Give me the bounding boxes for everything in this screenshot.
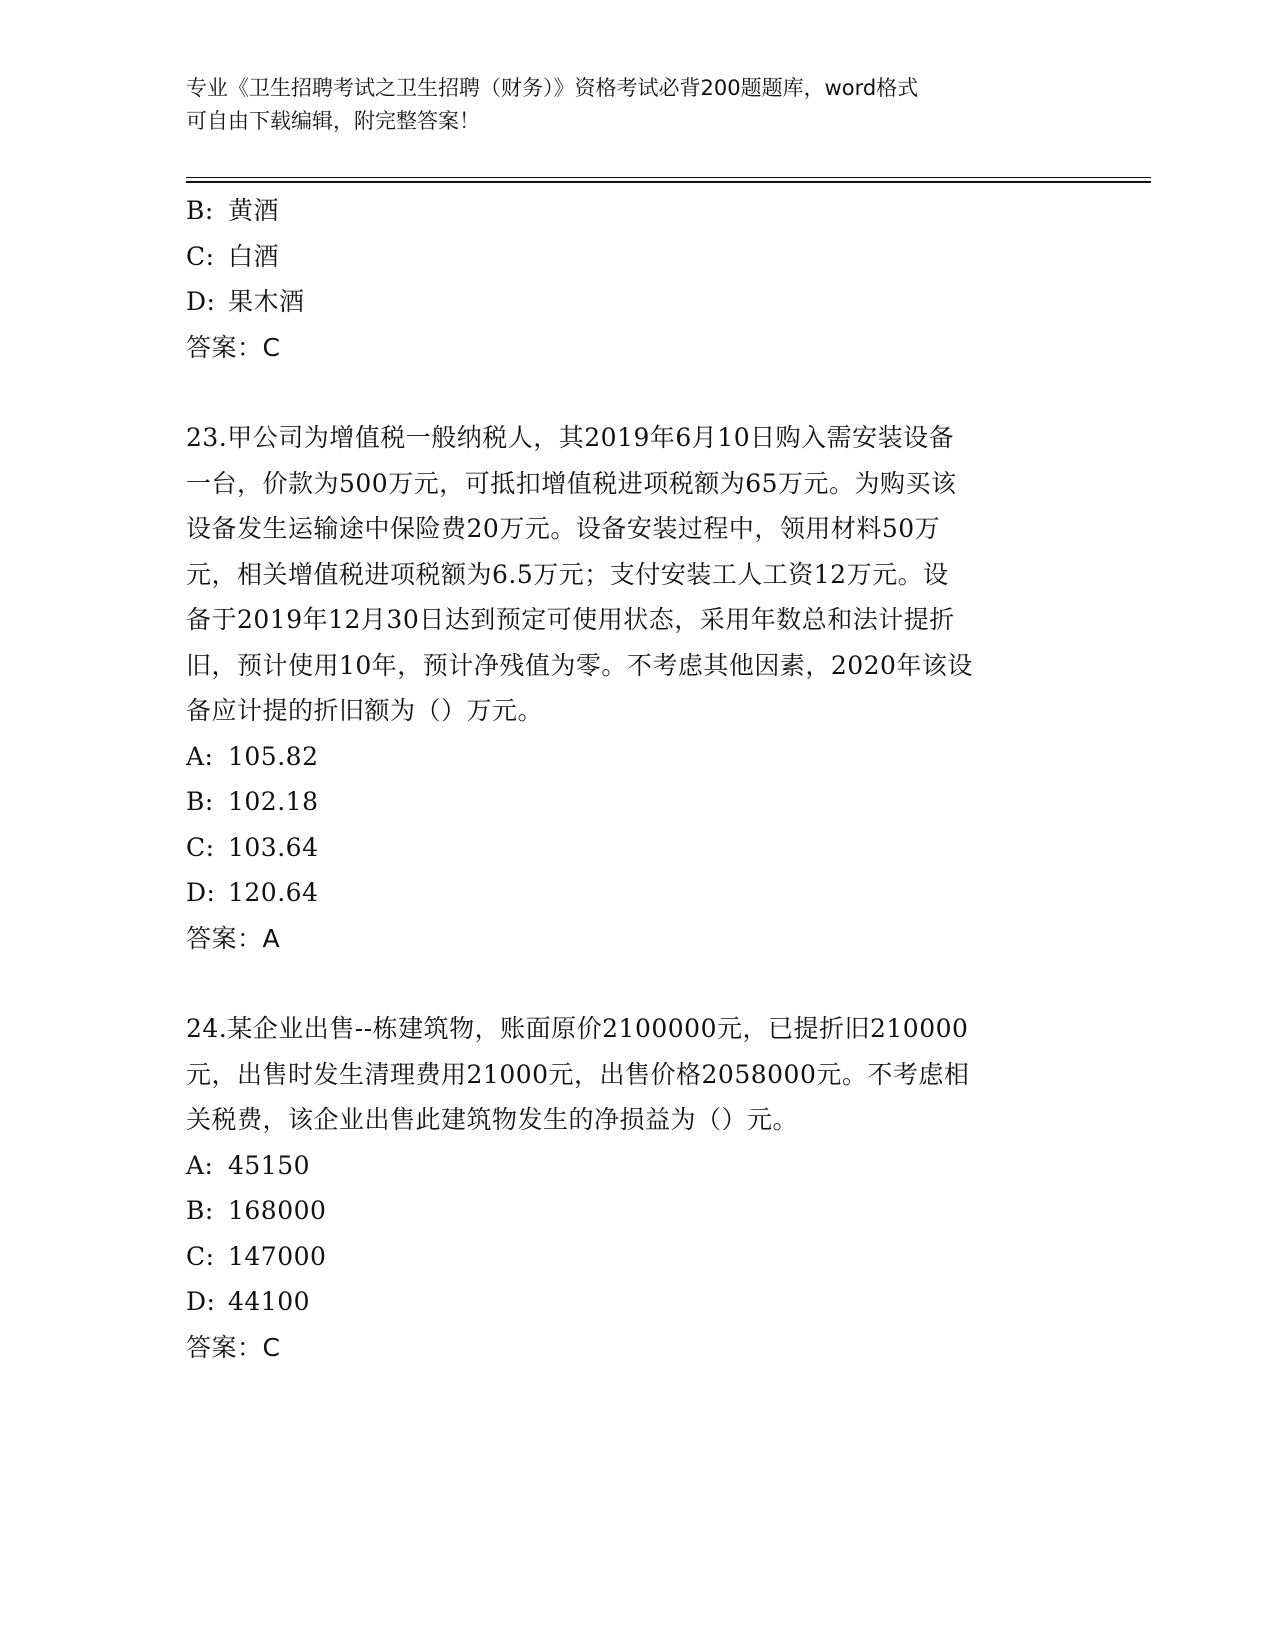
question-text-line: 关税费，该企业出售此建筑物发生的净损益为（）元。 [186, 1105, 799, 1134]
document-body [186, 188, 1086, 1370]
answer: 答案：C [186, 332, 281, 362]
question-text-line: 元，相关增值税进项税额为6.5万元；支付安装工人工资12万元。设 [186, 559, 949, 589]
question-text-line: 备于2019年12月30日达到预定可使用状态，采用年数总和法计提折 [186, 605, 955, 634]
option-a: A: 105.82 [186, 741, 319, 771]
question-text-line: 23.甲公司为增值税一般纳税人，其2019年6月10日购入需安装设备 [186, 423, 955, 452]
option-c: C: 103.64 [186, 832, 319, 862]
page-header [186, 72, 1086, 138]
question-22 [186, 188, 1086, 370]
spacer [186, 961, 1086, 1006]
answer: 答案：A [186, 923, 281, 953]
question-text-line: 元，出售时发生清理费用21000元，出售价格2058000元。不考虑相 [186, 1059, 970, 1089]
question-text-line: 备应计提的折旧额为（）万元。 [186, 696, 544, 725]
option-b: B: 102.18 [186, 787, 319, 816]
spacer [186, 370, 1086, 415]
question-text-line: 旧，预计使用10年，预计净残值为零。不考虑其他因素，2020年该设 [186, 650, 973, 680]
option-b: B: 168000 [186, 1196, 327, 1225]
header-title-line-2: 可自由下载编辑，附完整答案！ [186, 109, 480, 133]
question-23 [186, 415, 1086, 961]
option-d: D: 120.64 [186, 878, 319, 907]
question-24 [186, 1006, 1086, 1370]
question-text-line: 24.某企业出售--栋建筑物，账面原价2100000元，已提折旧210000 [186, 1014, 969, 1043]
option-d: D: 44100 [186, 1287, 311, 1316]
option-d: D: 果木酒 [186, 287, 305, 316]
header-title-line-1: 专业《卫生招聘考试之卫生招聘（财务）》资格考试必背200题题库，word格式 [186, 76, 919, 100]
header-rule-thick [186, 181, 1151, 183]
option-b: B: 黄酒 [186, 196, 280, 225]
question-text-line: 一台，价款为500万元，可抵扣增值税进项税额为65万元。为购买该 [186, 468, 957, 498]
answer: 答案：C [186, 1332, 281, 1362]
option-a: A: 45150 [186, 1150, 311, 1180]
header-rule-thin [186, 177, 1151, 178]
question-text-line: 设备发生运输途中保险费20万元。设备安装过程中，领用材料50万 [186, 514, 941, 543]
option-c: C: 白酒 [186, 241, 280, 271]
option-c: C: 147000 [186, 1241, 327, 1271]
